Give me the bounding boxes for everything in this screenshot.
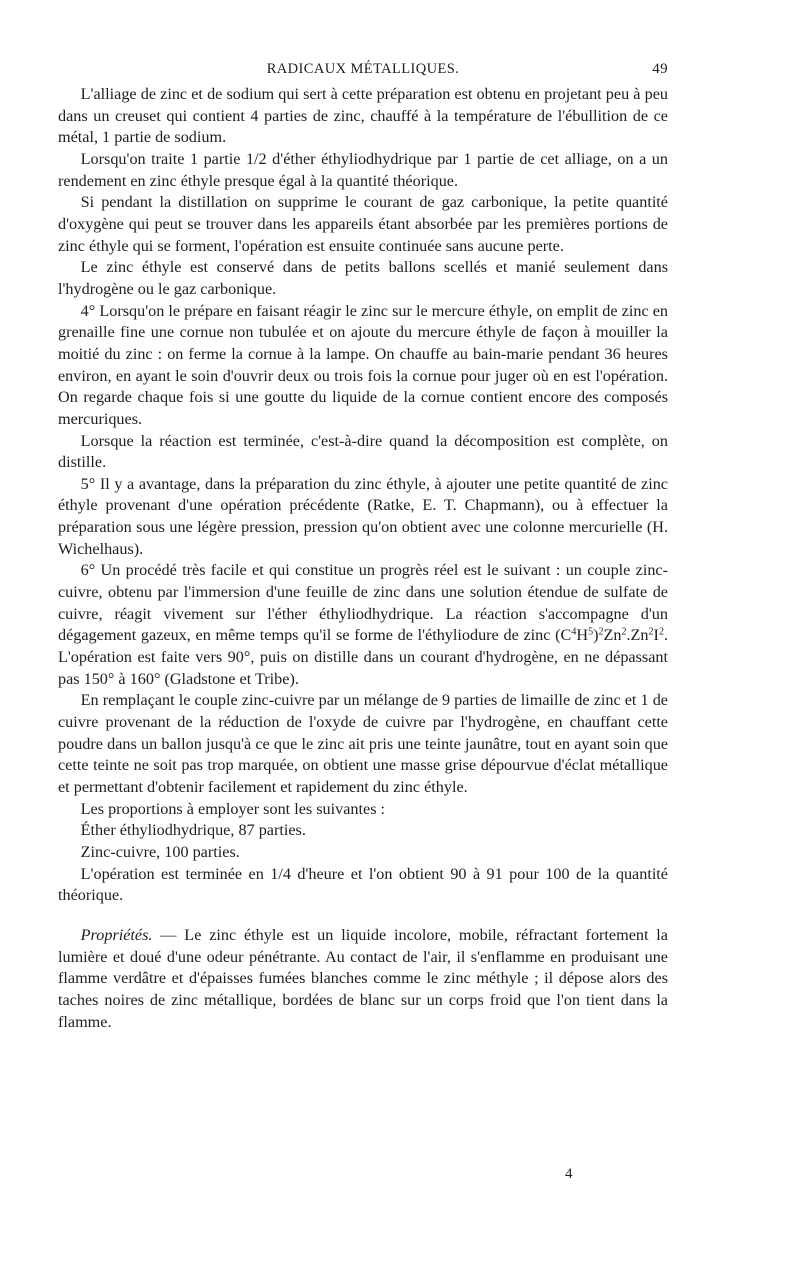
list-item: Éther éthyliodhydrique, 87 parties. [80, 821, 306, 840]
superscript: 2 [648, 626, 654, 638]
superscript: 2 [621, 626, 627, 638]
superscript: 2 [658, 626, 664, 638]
page [58, 58, 668, 1033]
properties-paragraph [58, 925, 668, 1033]
superscript: 4 [571, 626, 577, 638]
paragraph: Le zinc éthyle est conservé dans de petits ballons scellés et manié seulement dans l'hydrogène ou le gaz carbonique. [58, 258, 668, 298]
running-head: RADICAUX MÉTALLIQUES. [266, 61, 460, 77]
paragraph: L'opération est terminée en 1/4 d'heure et l'on obtient 90 à 91 pour 100 de la quantité théorique. [58, 864, 668, 905]
paragraph: Lorsque la réaction est terminée, c'est-à-dire quand la décomposition est complète, on distille. [58, 431, 668, 472]
superscript: 5 [588, 626, 594, 638]
text: 6° Un procédé très facile et qui constitue un progrès réel est le suivant : un couple zinc-cuivre, obtenu par l'immersion d'une feuille de zinc dans une solution étendue de sulfate de cuivre, réagit vivement sur l'éther éthyliodhydrique. La réaction s'accompagne d'un dégagement gazeux, en même temps qu'il se forme de l'éthyliodure de zinc (C [58, 561, 668, 645]
body-text [58, 84, 668, 1033]
paragraph-formula [58, 560, 668, 690]
list-item: Zinc-cuivre, 100 parties. [80, 842, 240, 861]
paragraph: Si pendant la distillation on supprime le courant de gaz carbonique, la petite quantité d'oxygène qui peut se trouver dans les appareils étant absorbée par les premières portions de zinc éthyle qui se forment, l'opération est ensuite continuée sans aucune perte. [58, 193, 668, 255]
text: Zn [603, 626, 622, 645]
text: ) [593, 626, 599, 645]
text: . L'opération est faite vers 90°, puis on distille dans un courant d'hydrogène, en ne dépassant pas 150° à 160° (Gladstone et Tribe). [58, 626, 668, 688]
page-number: 49 [652, 61, 668, 77]
text: .Zn [626, 626, 649, 645]
section-subheading: Propriétés. [80, 925, 153, 944]
text: I [653, 626, 659, 645]
superscript: 2 [598, 626, 604, 638]
paragraph: En remplaçant le couple zinc-cuivre par un mélange de 9 parties de limaille de zinc et 1 de cuivre provenant de la réduction de l'oxyde de cuivre par l'hydrogène, en chauffant cette poudre dans un ballon jusqu'à ce que le zinc ait pris une teinte jaunâtre, tout en ayant soin que cette teinte ne soit pas trop marquée, on obtient une masse grise dépourvue d'éclat métallique et permettant d'obtenir facilement et rapidement du zinc éthyle. [58, 691, 668, 796]
paragraph: L'alliage de zinc et de sodium qui sert à cette préparation est obtenu en projetant peu à peu dans un creuset qui contient 4 parties de zinc, chauffé à la température de l'ébullition de ce métal, 1 partie de sodium. [58, 85, 668, 147]
paragraph: Lorsqu'on traite 1 partie 1/2 d'éther éthyliodhydrique par 1 partie de cet alliage, on a un rendement en zinc éthyle presque égal à la quantité théorique. [58, 149, 668, 190]
page-header [58, 58, 668, 84]
section-gap [58, 907, 668, 925]
paragraph: 4° Lorsqu'on le prépare en faisant réagir le zinc sur le mercure éthyle, on emplit de zinc en grenaille fine une cornue non tubulée et on ajoute du mercure éthyle de façon à mouiller la moitié du zinc : on ferme la cornue à la lampe. On chauffe au bain-marie pendant 36 heures environ, en ayant le soin d'ouvrir deux ou trois fois la cornue pour juger où en est l'opération. On regarde chaque fois si une goutte du liquide de la cornue contient encore des composés mercuriques. [58, 301, 668, 428]
paragraph: 5° Il y a avantage, dans la préparation du zinc éthyle, à ajouter une petite quantité de zinc éthyle provenant d'une opération précédente (Ratke, E. T. Chapmann), ou à effectuer la préparation sous une légère pression, pression qu'on obtient avec une colonne mercurielle (H. Wichelhaus). [58, 474, 668, 558]
text: — Le zinc éthyle est un liquide incolore, mobile, réfractant fortement la lumière et doué d'une odeur pénétrante. Au contact de l'air, il s'enflamme en produisant une flamme verdâtre et d'épaisses fumées blanches comme le zinc méthyle ; il dépose alors des taches noires de zinc métallique, bordées de blanc sur un corps froid que l'on tient dans la flamme. [58, 925, 668, 1031]
signature-mark: 4 [565, 1166, 573, 1182]
paragraph: Les proportions à employer sont les suivantes : [80, 799, 386, 818]
text: H [576, 626, 589, 645]
